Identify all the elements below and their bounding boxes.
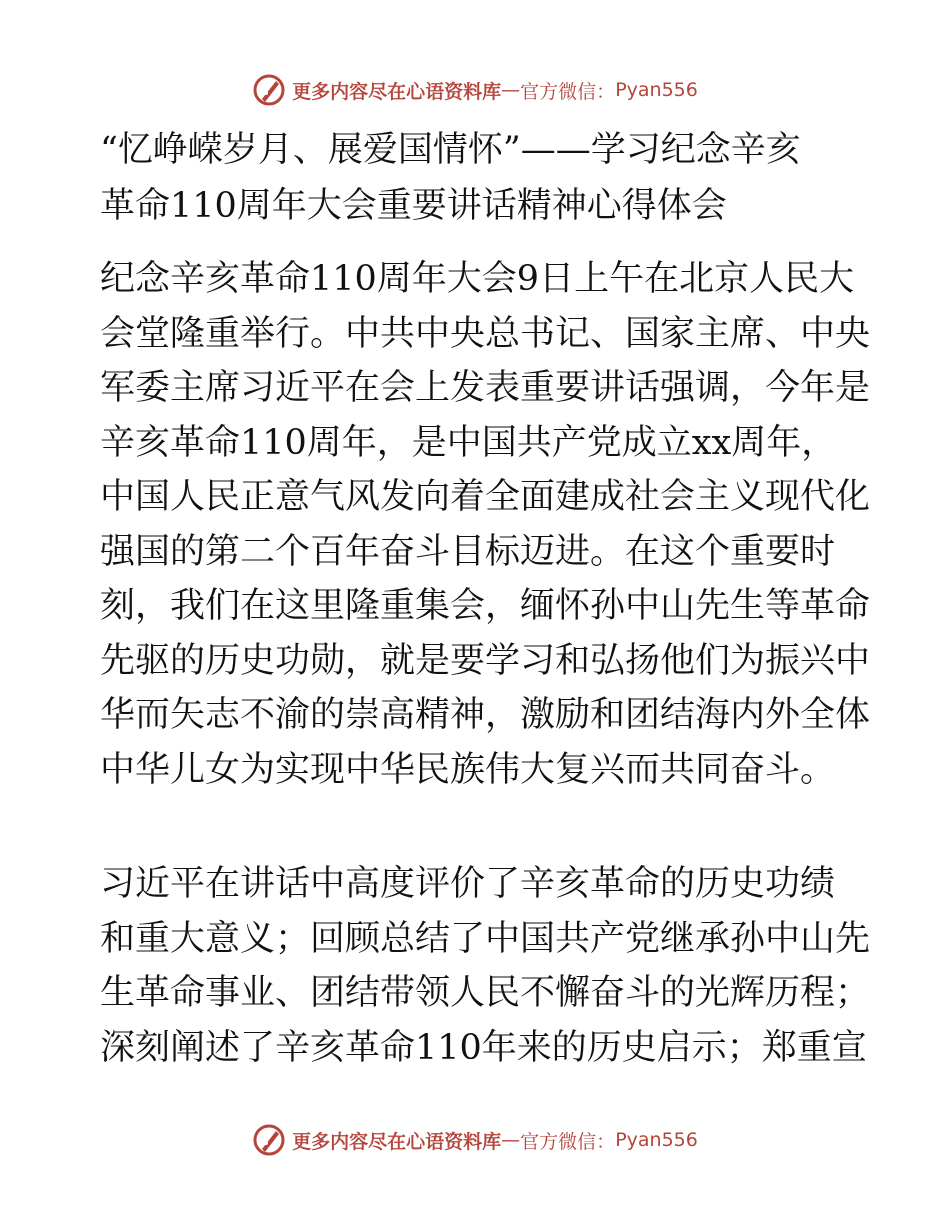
header-banner [0, 70, 950, 110]
title-line: 革命110周年大会重要讲话精神心得体会 [100, 186, 727, 226]
text-line: 生革命事业、团结带领人民不懈奋斗的光辉历程； [100, 973, 871, 1013]
banner-text: 更多内容尽在心语资料库 [292, 80, 502, 103]
document-title [100, 122, 860, 234]
banner-separator: — [501, 1129, 521, 1151]
text-line: 刻，我们在这里隆重集会，缅怀孙中山先生等革命 [100, 586, 871, 626]
paragraph-1 [100, 252, 871, 797]
pen-logo-icon [252, 73, 286, 107]
banner-wechat-label: 官方微信： [520, 80, 616, 103]
text-line: 习近平在讲话中高度评价了辛亥革命的历史功绩 [100, 864, 836, 904]
text-line: 华而矢志不渝的崇高精神，激励和团结海内外全体 [100, 695, 871, 735]
banner-wechat-label: 官方微信： [520, 1130, 616, 1153]
text-line: 和重大意义；回顾总结了中国共产党继承孙中山先 [100, 918, 871, 959]
text-line: 中国人民正意气风发向着全面建成社会主义现代化 [100, 477, 871, 517]
text-line: 军委主席习近平在会上发表重要讲话强调，今年是 [100, 368, 871, 408]
paragraph-2 [100, 857, 871, 1075]
text-line: 辛亥革命110周年，是中国共产党成立xx周年， [100, 422, 837, 463]
text-line: 中华儿女为实现中华民族伟大复兴而共同奋斗。 [100, 749, 836, 790]
banner-wechat-id: Pyan556 [615, 79, 698, 101]
banner-text: 更多内容尽在心语资料库 [292, 1130, 502, 1153]
footer-banner [0, 1120, 950, 1160]
pen-logo-icon [252, 1123, 286, 1157]
text-line: 会堂隆重举行。中共中央总书记、国家主席、中央 [100, 313, 871, 354]
text-line: 深刻阐述了辛亥革命110年来的历史启示；郑重宣 [100, 1027, 867, 1068]
text-line: 强国的第二个百年奋斗目标迈进。在这个重要时 [100, 531, 836, 572]
text-line: 先驱的历史功勋，就是要学习和弘扬他们为振兴中 [100, 640, 871, 681]
banner-separator: — [501, 79, 521, 101]
text-line: 纪念辛亥革命110周年大会9日上午在北京人民大 [100, 259, 855, 299]
banner-wechat-id: Pyan556 [615, 1129, 698, 1151]
title-line: “忆峥嵘岁月、展爱国情怀”——学习纪念辛亥 [100, 130, 801, 170]
